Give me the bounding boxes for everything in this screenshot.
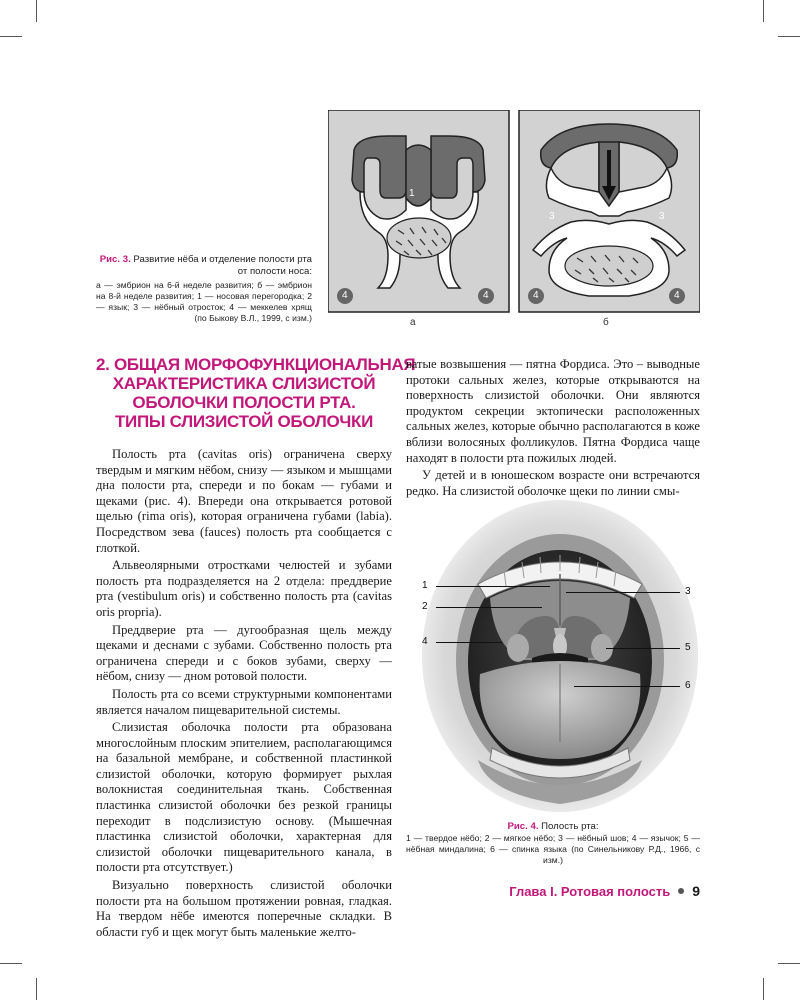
- crop-mark: [763, 0, 764, 22]
- marker-4: 4: [342, 290, 348, 301]
- left-column: [96, 447, 392, 942]
- figure-3-legend: а — эмбрион на 6-й неделе развития; б — эмбрион на 8-й неделе развития; 1 — носовая перегородка; 2 — язык; 3 — нёбный отросток; 4 — меккелев хрящ (по Быкову В.Л., 1999, с изм.): [96, 279, 312, 324]
- paragraph: Слизистая оболочка полости рта образована многослойным плоским эпителием, располагающимся на базальной мембране, и собственной пластинкой слизистой оболочки, которую формирует рыхлая волокнистая соединительная ткань. Собственная пластинка слизистой оболочки без резкой границы переходит в подслизистую основу. (Мышечная пластинка слизистой оболочки, характерная для слизистой оболочки пищеварительного канала, в полости рта отсутствует.): [96, 720, 392, 875]
- figure-3-title: Развитие нёба и отделение полости рта от полости носа:: [133, 254, 312, 278]
- panel-a: [328, 110, 509, 312]
- paragraph: Полость рта (cavitas oris) ограничена сверху твердым и мягким нёбом, снизу — языком и мышцами дна полости рта, спереди и по бокам — губами и щеками (рис. 4). Впереди она открывается ротовой щелью (rima oris), которая ограничена губами (labia). Посредством зева (fauces) полость рта сообщается с глоткой.: [96, 447, 392, 555]
- crop-mark: [778, 963, 800, 964]
- panel-b: [519, 110, 700, 312]
- figure-4-oral-cavity: [420, 498, 700, 814]
- figure-3-diagram: [328, 110, 700, 332]
- figure-3-caption: [96, 254, 312, 325]
- section-heading: [96, 355, 416, 431]
- paragraph: Визуально поверхность слизистой оболочки полости рта на большом протяжении ровная, гладкая. На твердом нёбе имеются поперечные складки. В области губ и щек могут быть маленькие желто-: [96, 878, 392, 939]
- callout-2: 2: [422, 601, 428, 612]
- right-column: [406, 357, 700, 501]
- marker-3-left: 3: [549, 211, 555, 222]
- paragraph: Преддверие рта — дугообразная щель между щеками и деснами с зубами. Собственно полость рта ограничена спереди и с боков зубами, сверху — нёбом, снизу — дном ротовой полости.: [96, 622, 392, 684]
- callout-line-4: [436, 642, 502, 643]
- marker-4: 4: [483, 290, 489, 301]
- heading-line: ХАРАКТЕРИСТИКА СЛИЗИСТОЙ: [112, 374, 376, 393]
- crop-mark: [36, 0, 37, 22]
- figure-4-label: Рис. 4.: [507, 821, 539, 832]
- figure-4-caption: [406, 820, 700, 867]
- heading-line: 2. ОБЩАЯ МОРФОФУНКЦИОНАЛЬНАЯ: [96, 355, 416, 374]
- callout-1: 1: [422, 580, 428, 591]
- callout-6: 6: [685, 680, 691, 691]
- panel-b-label: б: [603, 317, 609, 328]
- figure-4-legend: 1 — твердое нёбо; 2 — мягкое нёбо; 3 — нёбный шов; 4 — язычок; 5 — нёбная миндалина; 6 — спинка языка (по Синельникову Р.Д., 1966, с изм.): [406, 833, 700, 866]
- heading-line: ТИПЫ СЛИЗИСТОЙ ОБОЛОЧКИ: [114, 412, 374, 431]
- crop-mark: [0, 36, 22, 37]
- chapter-title: Глава I. Ротовая полость: [509, 883, 671, 899]
- panel-a-label: а: [410, 317, 416, 328]
- crop-mark: [36, 978, 37, 1000]
- marker-1: 1: [409, 188, 415, 199]
- callout-line-1: [436, 586, 550, 587]
- marker-3-right: 3: [659, 211, 665, 222]
- page-footer: [509, 883, 700, 899]
- callout-line-5: [606, 648, 680, 649]
- marker-4: 4: [533, 290, 539, 301]
- callout-3: 3: [685, 586, 691, 597]
- figure-4-title: Полость рта:: [541, 821, 599, 832]
- marker-4: 4: [674, 290, 680, 301]
- figure-3-palate-development: [328, 110, 700, 332]
- callout-line-3: [566, 592, 680, 593]
- page-number: 9: [692, 883, 700, 899]
- paragraph: Полость рта со всеми структурными компонентами является началом пищеварительной системы.: [96, 686, 392, 717]
- crop-mark: [763, 978, 764, 1000]
- callout-5: 5: [685, 642, 691, 653]
- paragraph: У детей и в юношеском возрасте они встречаются редко. На слизистой оболочке щеки по линии смы-: [406, 468, 700, 498]
- crop-mark: [0, 963, 22, 964]
- callout-4: 4: [422, 636, 428, 647]
- paragraph: ватые возвышения — пятна Фордиса. Это – выводные протоки сальных желез, которые открываются на поверхность слизистой оболочки. Они являются продуктом секреции эктопически расположенных сальных желез, которые обычно располагаются в коже вблизи волосяных фолликулов. Пятна Фордиса чаще находят в полости рта пожилых людей.: [406, 357, 700, 465]
- crop-mark: [778, 36, 800, 37]
- paragraph: Альвеолярными отростками челюстей и зубами полость рта подразделяется на 2 отдела: преддверие рта (vestibulum oris) и собственно полость рта (cavitas oris propria).: [96, 558, 392, 619]
- bullet-icon: [678, 888, 684, 894]
- callout-line-6: [574, 686, 680, 687]
- callout-line-2: [436, 607, 542, 608]
- heading-line: ОБОЛОЧКИ ПОЛОСТИ РТА.: [132, 393, 356, 412]
- oral-cavity-illustration: [420, 498, 700, 814]
- figure-3-label: Рис. 3.: [99, 254, 131, 265]
